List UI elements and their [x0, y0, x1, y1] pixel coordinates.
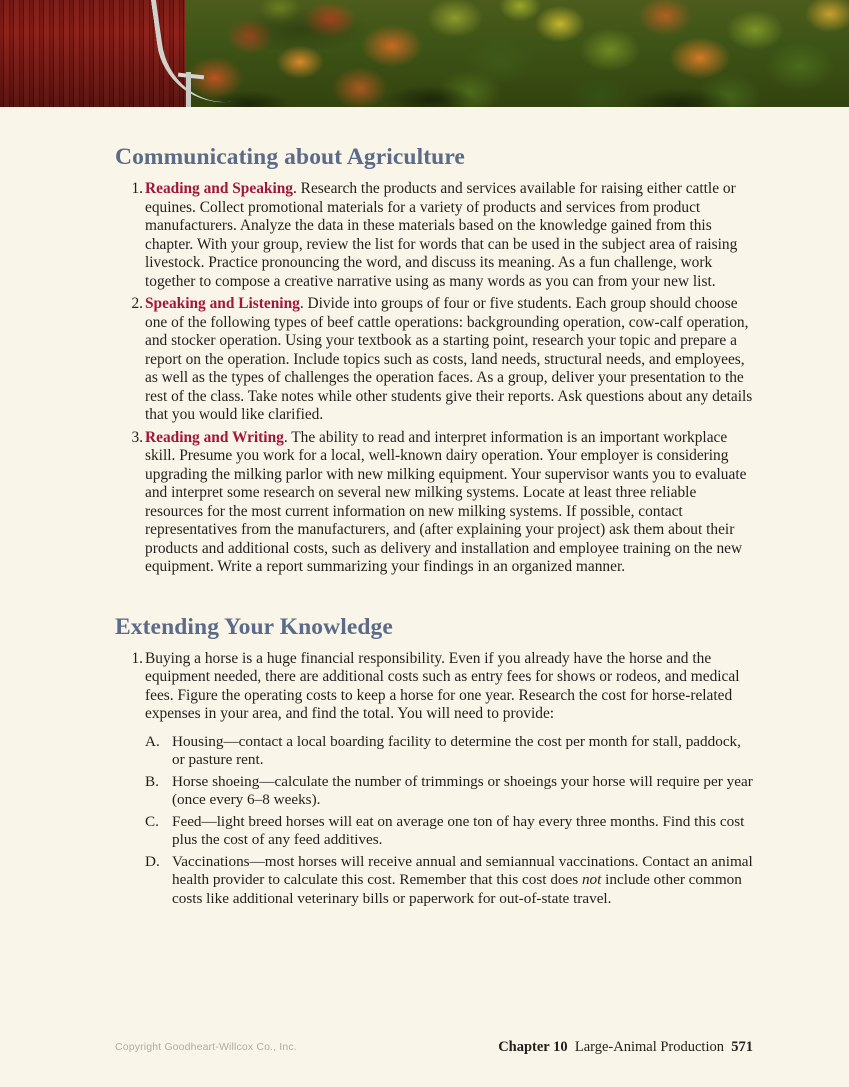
list-item	[145, 773, 753, 810]
page-content	[0, 107, 849, 912]
activity-text: . The ability to read and interpret information is an important workplace skill. Presume you work for a local, well-known dairy operation. Your employer is considering upgrading the milking parlor with new milking equipment. Your supervisor wants you to evaluate and interpret some research on several new milking systems. Locate at least three reliable resources for the most current information on new milking systems. If possible, contact representatives from the manufacturers, and (after explaining your project) ask them about their products and additional costs, such as delivery and installation and employee training on the new equipment. Write a report summarizing your findings in an organized manner.	[145, 428, 747, 575]
list-marker: 3.	[131, 428, 143, 446]
activity-lead-in: Reading and Speaking	[145, 180, 293, 197]
activity-text: . Divide into groups of four or five students. Each group should choose one of the following types of beef cattle operations: backgrounding operation, cow-calf operation, and stocker operation. Using your textbook as a starting point, research your topic and prepare a report on the operation. Include topics such as costs, land needs, structural needs, and employees, as well as the types of challenges the operation faces. As a group, deliver your presentation to the rest of the class. Take notes while other students give their reports. Ask questions about any details that you would like clarified.	[145, 295, 753, 423]
list-marker: C.	[145, 812, 159, 830]
subitem-text: Horse shoeing—calculate the number of trimmings or shoeings your horse will require per year (once every 6–8 weeks).	[172, 772, 753, 808]
list-item	[115, 295, 753, 425]
communicating-activities-list	[115, 180, 753, 577]
subitem-text-before: Vaccinations—most horses will receive annual and semiannual vaccinations. Contact an animal health provider to calculate this cost. Remember that this cost does	[172, 852, 753, 888]
subitem-text: Housing—contact a local boarding facility to determine the cost per month for stall, paddock, or pasture rent.	[172, 732, 741, 768]
list-item	[145, 733, 753, 770]
subitem-text-after: include other common costs like additional veterinary bills or paperwork for out-of-state travel.	[172, 871, 742, 907]
list-item	[115, 650, 753, 909]
activity-lead-in: Reading and Writing	[145, 428, 284, 446]
folio-line	[498, 1039, 753, 1056]
list-item	[115, 180, 753, 291]
chapter-banner-photo	[0, 0, 849, 107]
chapter-label: Chapter 10	[498, 1039, 568, 1055]
list-marker: 2.	[131, 295, 143, 312]
activity-text: . Research the products and services available for raising either cattle or equines. Collect promotional materials for a variety of products and services from product manufacturers. Analyze the data in these materials based on the knowledge gained from this chapter. With your group, review the list for words that can be used in the subject area of raising livestock. Practice pronouncing the word, and discuss its meaning. As a fun challenge, work together to compose a creative narrative using as many words as you can from your new list.	[145, 180, 738, 290]
list-marker: A.	[145, 732, 160, 750]
list-item	[115, 429, 753, 577]
list-marker: 1.	[131, 649, 143, 667]
activity-lead-in: Speaking and Listening	[145, 295, 300, 312]
page-footer	[0, 1039, 849, 1059]
extending-activities-list	[115, 650, 753, 909]
section-heading-extending: Extending Your Knowledge	[115, 613, 393, 640]
page-title: Communicating about Agriculture	[115, 144, 465, 170]
list-item	[145, 853, 753, 909]
list-marker: B.	[145, 772, 159, 790]
subitem-text: Feed—light breed horses will eat on average one ton of hay every three months. Find this cost plus the cost of any feed additives.	[172, 812, 745, 848]
chapter-title: Large-Animal Production	[574, 1039, 724, 1055]
activity-text: Buying a horse is a huge financial responsibility. Even if you already have the horse and the equipment needed, there are additional costs such as entry fees for shows or rodeos, and medical fees. Figure the operating costs to keep a horse for one year. Research the cost for horse-related expenses in your area, and find the total. You will need to provide:	[145, 649, 740, 722]
list-marker: D.	[145, 852, 160, 870]
list-marker: 1.	[131, 180, 143, 197]
list-item	[145, 813, 753, 850]
page-number: 571	[731, 1039, 753, 1055]
barn-roof-post	[186, 72, 191, 107]
horse-cost-subitems	[145, 733, 753, 909]
subitem-emphasis: not	[581, 871, 602, 888]
copyright-notice: Copyright Goodheart-Willcox Co., Inc.	[115, 1041, 297, 1053]
